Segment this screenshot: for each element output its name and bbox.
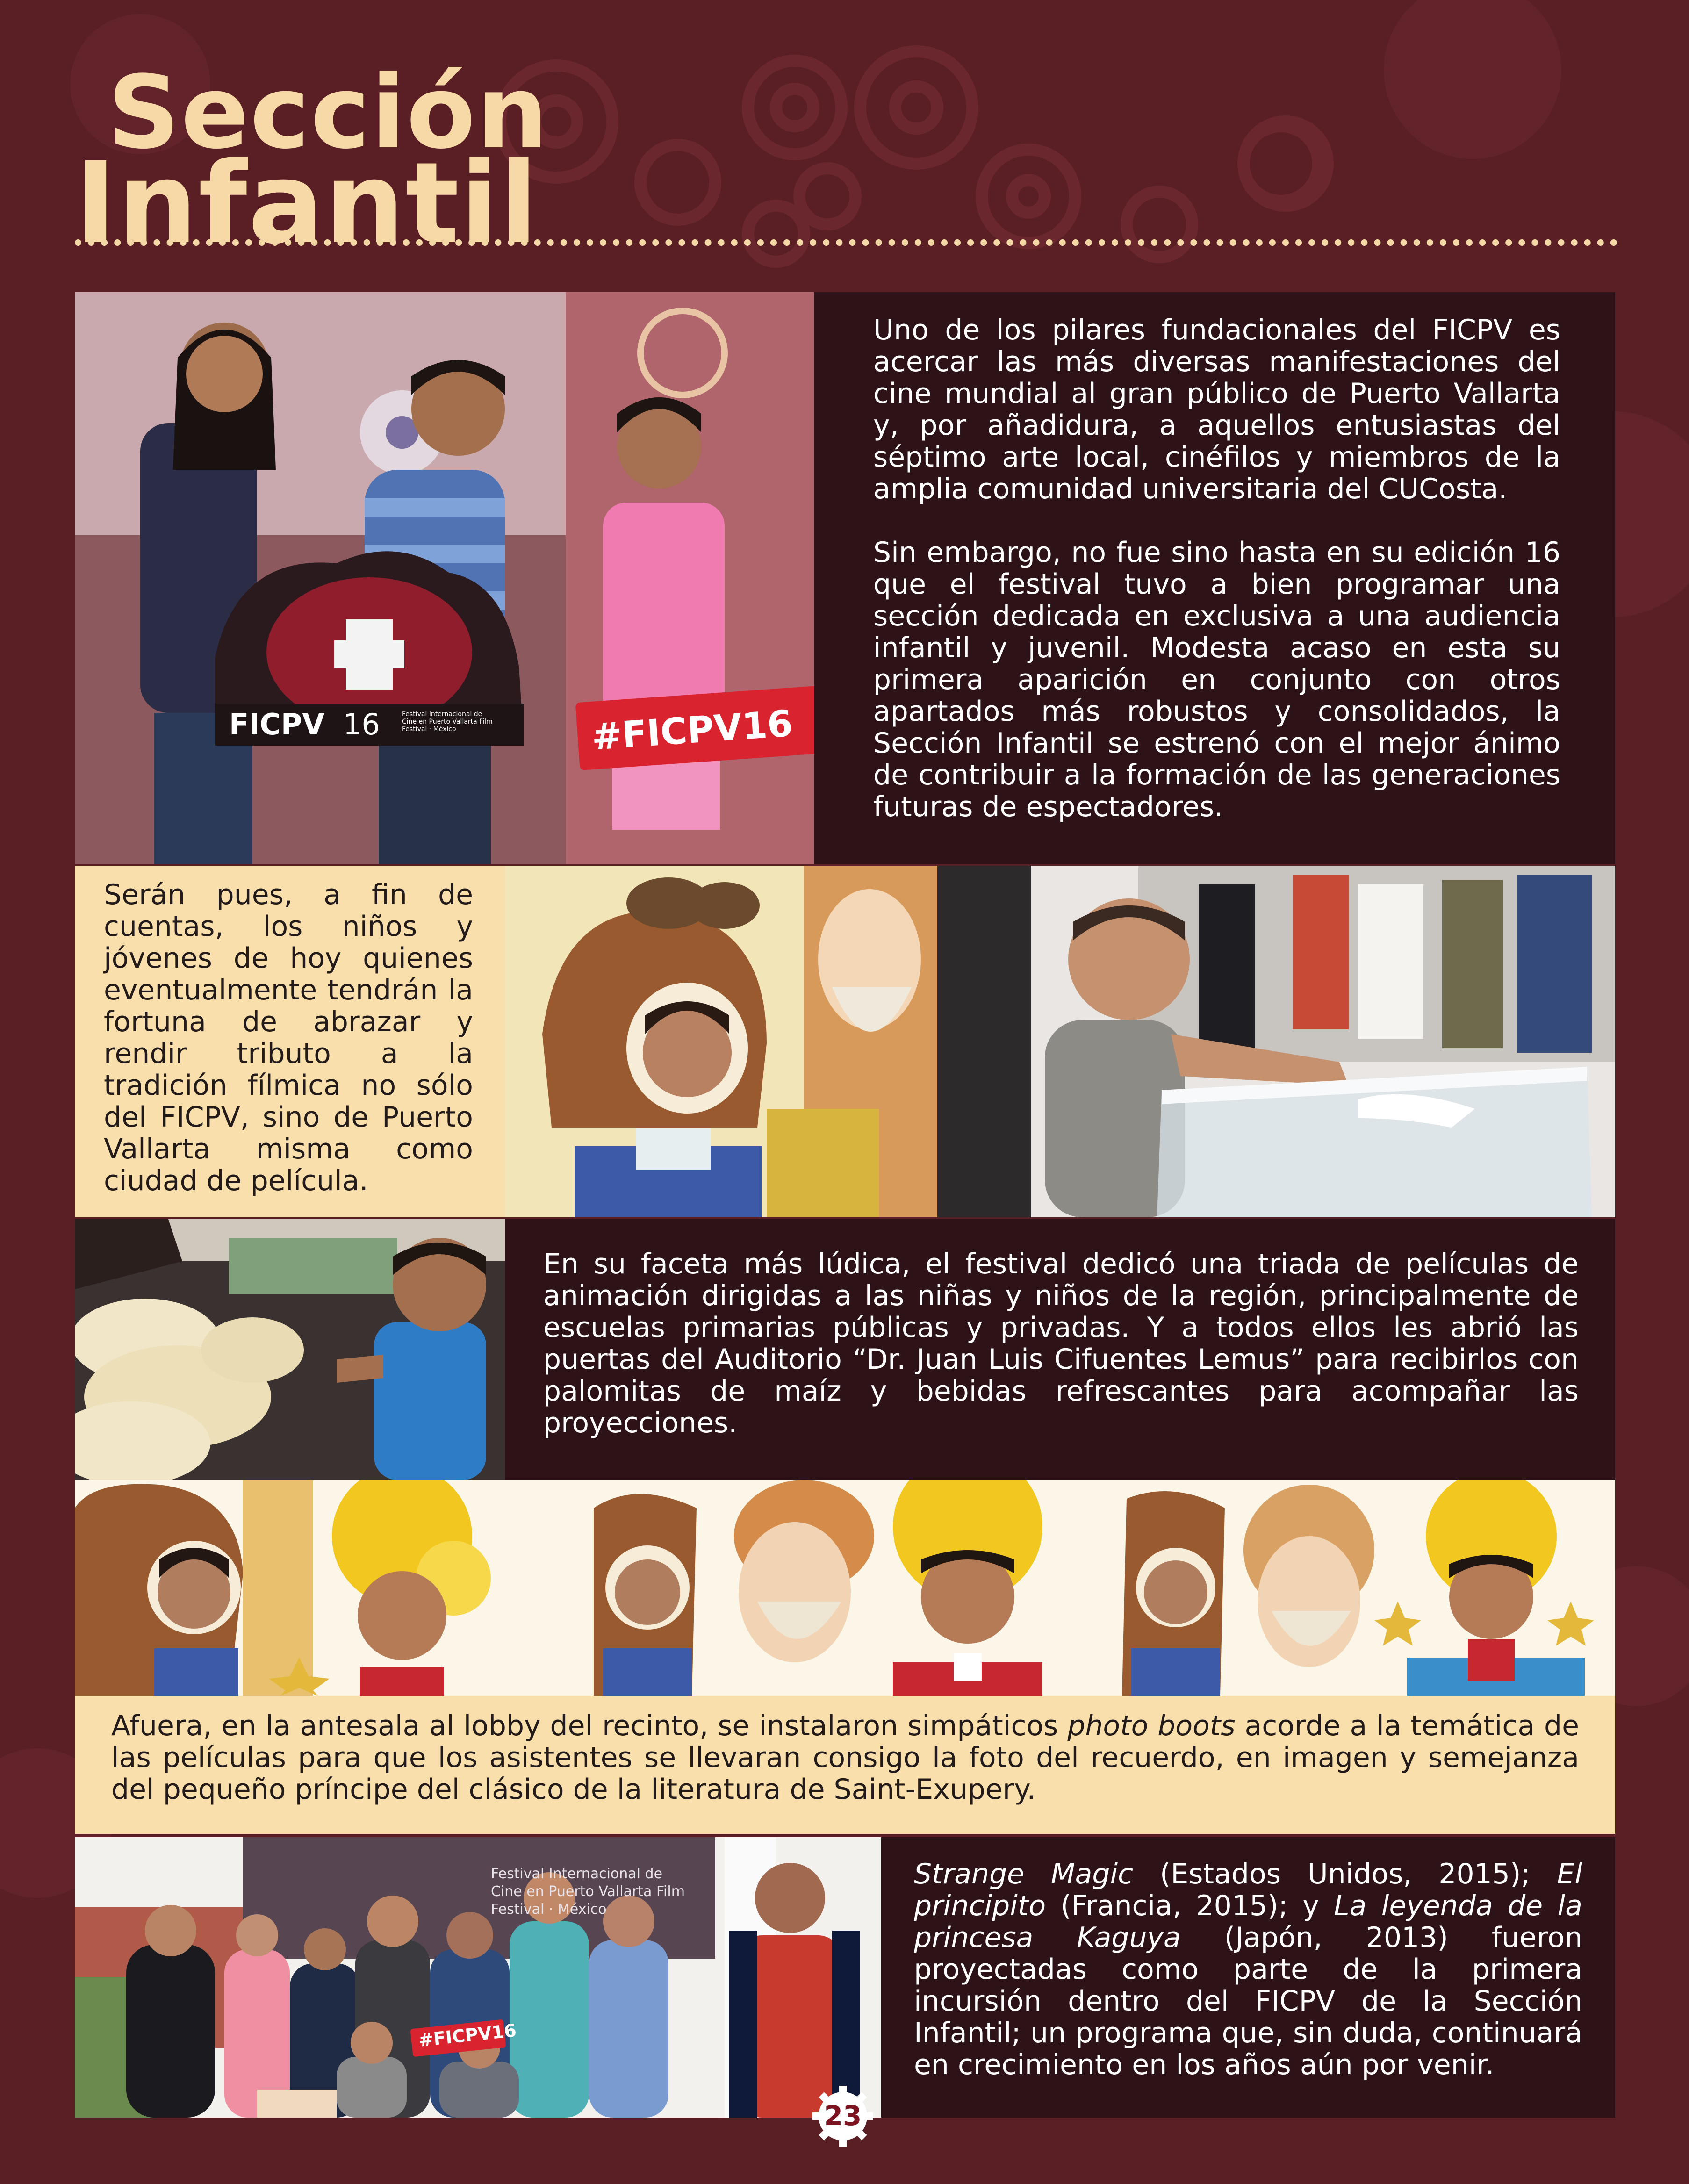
animation-text (543, 1248, 1579, 1439)
page-number: 23 (824, 2100, 862, 2132)
sign-ficpv-logo-text: FICPV (229, 707, 325, 741)
title-line-1: Sección (108, 54, 549, 171)
film-2-info: (Francia, 2015); y (1046, 1889, 1334, 1922)
film-2-title: El principito (914, 1858, 1582, 1922)
group-banner-text: Festival Internacional de Cine en Puerto Vallarta Film Festival · México (491, 1866, 685, 1918)
sign-hashtag-text: #FICPV16 (590, 703, 794, 759)
quote-paragraph: Serán pues, a fin de cuentas, los niños y jóvenes de hoy quienes eventualmente tendrán la fortuna de abrazar y rendir tributo a la tradición fílmica no sólo del FICPV, sino de Puerto Vallarta misma como ciudad de película. (104, 878, 473, 1197)
photo-group (75, 1837, 881, 2118)
intro-paragraph-1: Uno de los pilares fundacionales del FICPV es acercar las más diversas manifestaciones del cine mundial al gran público de Puerto Vallarta y, por añadidura, a aquellos entusiastas del séptimo arte local, cinéfilos y miembros de la amplia comunidad universitaria del CUCosta. (873, 314, 1560, 505)
animation-paragraph: En su faceta más lúdica, el festival dedicó una triada de películas de animación dirigidas a las niñas y niños de la región, principalmente de escuelas primarias públicas y privadas. Y a todos ellos les abrió las puertas del Auditorio “Dr. Juan Luis Cifuentes Lemus” para recibirlos con palomitas de maíz y bebidas refrescantes para acompañar las proyecciones. (543, 1248, 1579, 1439)
photo-three-kids (75, 292, 814, 864)
title-line-2: Infantil (75, 137, 539, 269)
sign-small-text-content: Festival Internacional de Cine en Puerto Vallarta Film Festival · México (402, 711, 493, 733)
film-3-info: (Japón, 2013) fueron proyectadas como parte de la primera incursión dentro del FICPV de la Sección Infantil; un programa que, sin duda, continuará en crecimiento en los años aún por venir. (914, 1921, 1582, 2081)
group-sign-text: #FICPV16 (417, 2020, 517, 2051)
page-number-badge (812, 2086, 873, 2147)
photo-popcorn (75, 1219, 505, 1480)
sign-ficpv-number: 16 (343, 707, 380, 741)
sign-ficpv-logo (229, 707, 380, 741)
intro-text (873, 314, 1560, 855)
intro-paragraph-2: Sin embargo, no fue sino hasta en su edición 16 que el festival tuvo a bien programar una sección dedicada en exclusiva a una audiencia infantil y juvenil. Modesta acaso en esta su primera aparición en conjunto con otros apartados más robustos y consolidados, la Sección Infantil se estrenó con el mejor ánimo de contribuir a la formación de las generaciones futuras de espectadores. (873, 536, 1560, 823)
photo-booth-text-before: Afuera, en la antesala al lobby del recinto, se instalaron simpáticos (111, 1710, 1068, 1742)
film-3-title: La leyenda de la princesa Kaguya (914, 1889, 1582, 1954)
photo-aviator-booth (505, 866, 937, 1217)
photo-kid-ballot-box (937, 866, 1615, 1217)
film-1-title: Strange Magic (914, 1858, 1134, 1890)
photo-booth-strip (75, 1480, 1615, 1696)
group-banner (491, 1865, 687, 1918)
quote-text (104, 879, 473, 1197)
closing-text (914, 1858, 1582, 2081)
sign-small-text (402, 711, 496, 733)
photo-booth-text-after: acorde a la temática de las películas para que los asistentes se llevaran consigo la foto del recuerdo, en imagen y semejanza del pequeño príncipe del clásico de la literatura de Saint-Exupery. (111, 1710, 1580, 1806)
photo-booth-text (111, 1710, 1579, 1805)
photo-booth-text-italic: photo boots (1067, 1710, 1236, 1742)
film-1-info: (Estados Unidos, 2015); (1133, 1858, 1557, 1890)
page-title (75, 54, 549, 269)
dotted-divider (75, 239, 1617, 246)
